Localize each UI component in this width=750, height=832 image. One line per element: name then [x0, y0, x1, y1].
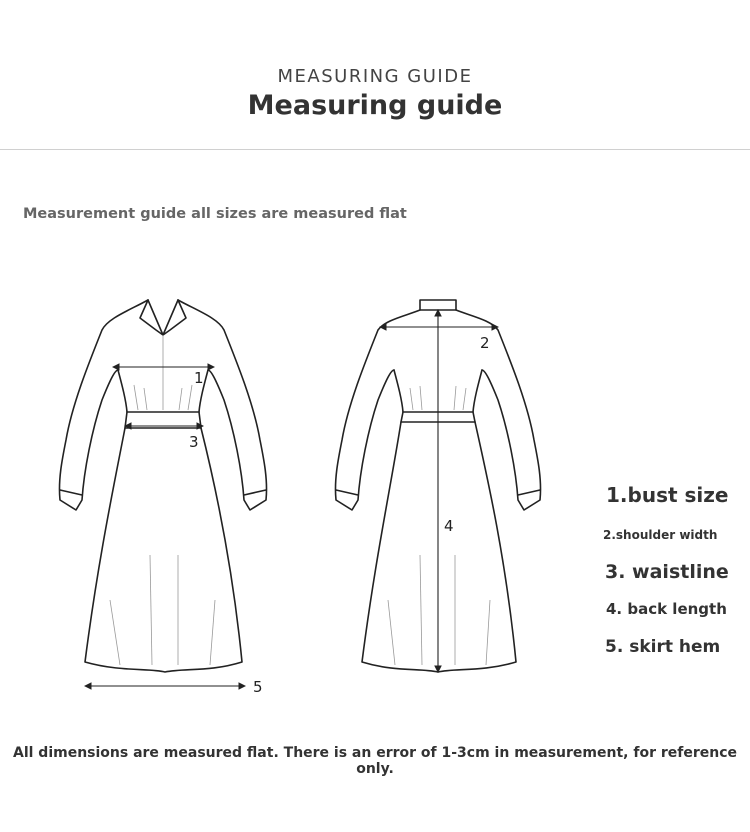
- page-title: Measuring guide: [247, 90, 503, 121]
- marker-bust: 1: [194, 369, 204, 387]
- legend-shoulder: 2.shoulder width: [603, 528, 718, 542]
- legend-length: 4. back length: [606, 600, 727, 618]
- dress-diagram: [0, 280, 600, 710]
- guide-subtitle: Measurement guide all sizes are measured flat: [23, 206, 407, 222]
- marker-hem: 5: [253, 678, 263, 696]
- legend-waist: 3. waistline: [605, 561, 729, 583]
- footer-note: All dimensions are measured flat. There is an error of 1-3cm in measurement, for reference only.: [12, 745, 737, 777]
- legend-bust: 1.bust size: [606, 483, 729, 507]
- marker-waist: 3: [189, 433, 199, 451]
- marker-length: 4: [444, 517, 454, 535]
- measurement-lines: [85, 310, 498, 686]
- header-divider: [0, 149, 750, 150]
- legend-hem: 5. skirt hem: [605, 637, 721, 657]
- marker-shoulder: 2: [480, 334, 490, 352]
- header-subtitle-en: MEASURING GUIDE: [277, 66, 473, 87]
